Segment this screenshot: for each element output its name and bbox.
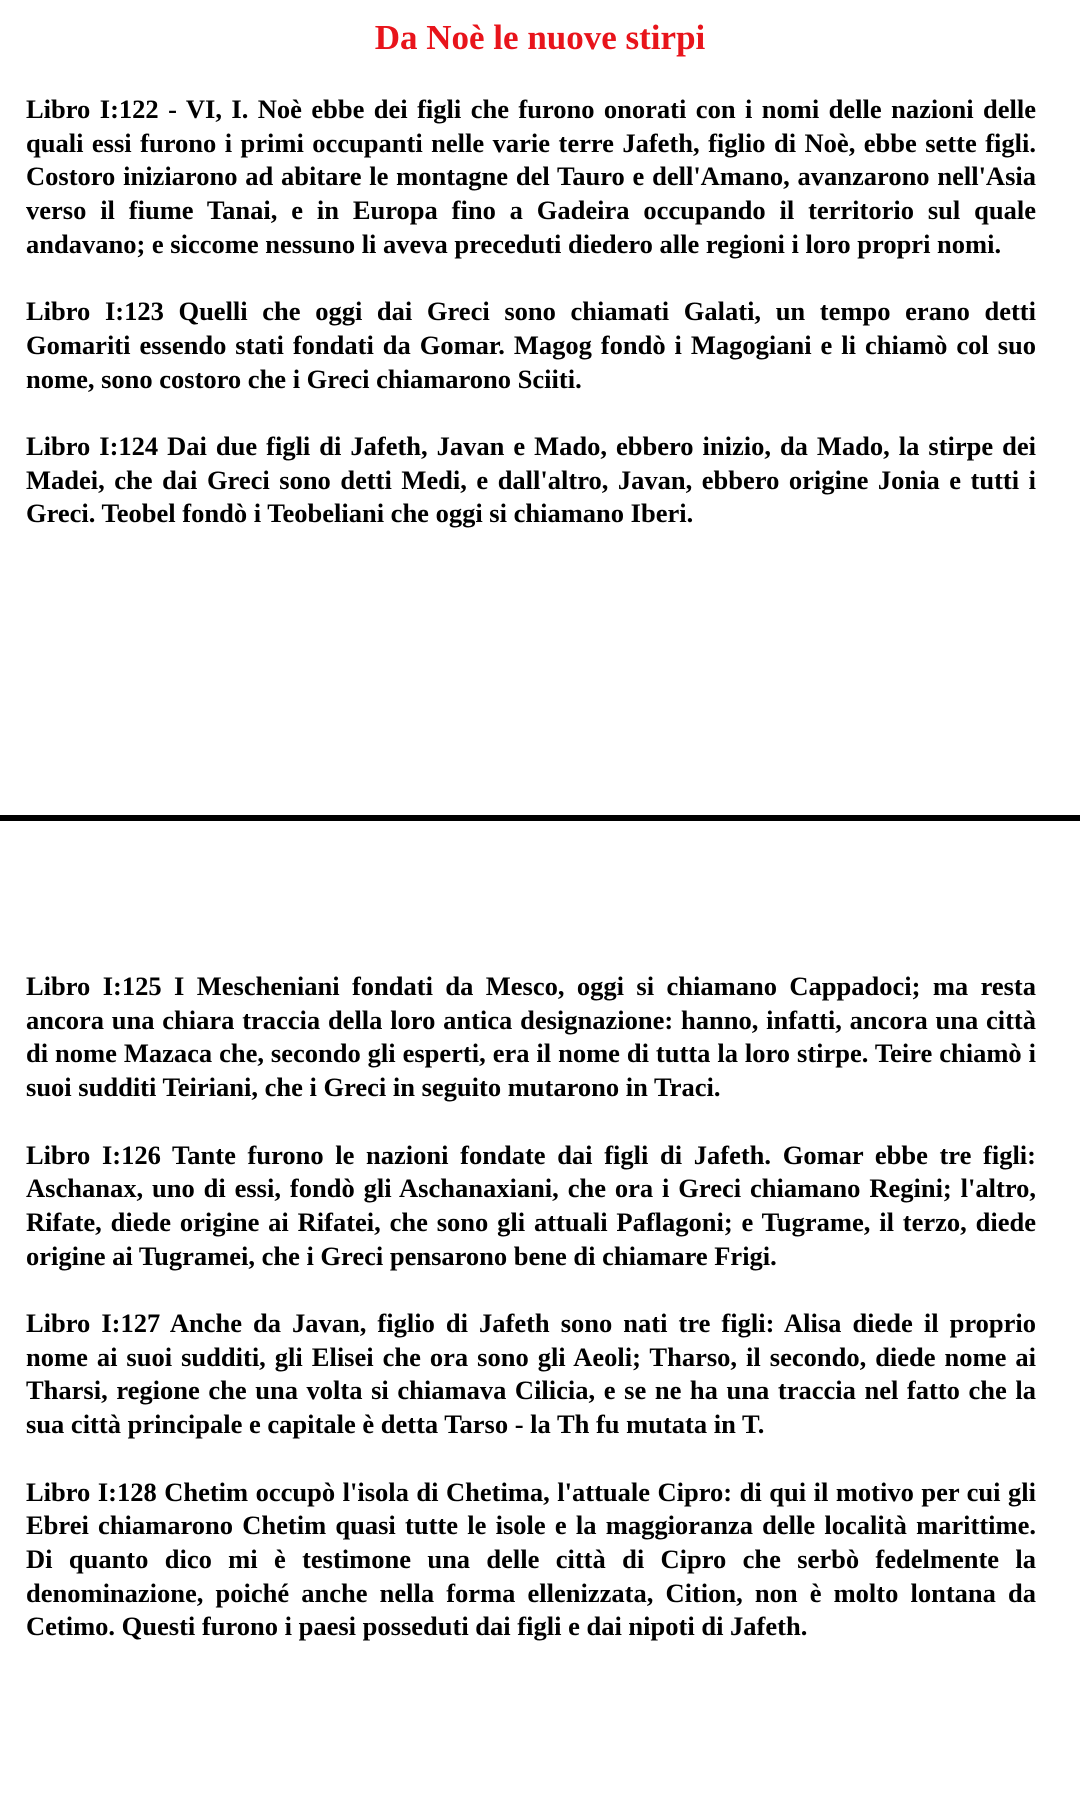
paragraph-libro-i-128: Libro I:128 Chetim occupò l'isola di Chetima, l'attuale Cipro: di qui il motivo per cui gli Ebrei chiamarono Chetim quasi tutte le isole e la maggioranza delle località marittime. Di quanto dico mi è testimone una delle città di Cipro che serbò fedelmente la denominazione, poiché anche nella forma ellenizzata, Cition, non è molto lontana da Cetimo. Questi furono i paesi posseduti dai figli e dai nipoti di Jafeth.	[26, 1476, 1036, 1642]
page-title: Da Noè le nuove stirpi	[374, 18, 706, 57]
paragraph-libro-i-127: Libro I:127 Anche da Javan, figlio di Jafeth sono nati tre figli: Alisa diede il proprio nome ai suoi sudditi, gli Elisei che ora sono gli Aeoli; Tharso, il secondo, diede nome ai Tharsi, regione che una volta si chiamava Cilicia, e se ne ha una traccia nel fatto che la sua città principale e capitale è detta Tarso - la Th fu mutata in T.	[26, 1308, 1036, 1440]
paragraph-libro-i-123: Libro I:123 Quelli che oggi dai Greci sono chiamati Galati, un tempo erano detti Gomariti essendo stati fondati da Gomar. Magog fondò i Magogiani e li chiamò col suo nome, sono costoro che i Greci chiamarono Sciiti.	[26, 296, 1036, 394]
paragraph-libro-i-122: Libro I:122 - VI, I. Noè ebbe dei figli che furono onorati con i nomi delle nazioni delle quali essi furono i primi occupanti nelle varie terre Jafeth, figlio di Noè, ebbe sette figli. Costoro iniziarono ad abitare le montagne del Tauro e dell'Amano, avanzarono nell'Asia verso il fiume Tanai, e in Europa fino a Gadeira occupando il territorio sul quale andavano; e siccome nessuno li aveva preceduti diedero alle regioni i loro propri nomi.	[26, 94, 1036, 259]
paragraph-libro-i-124: Libro I:124 Dai due figli di Jafeth, Javan e Mado, ebbero inizio, da Mado, la stirpe dei Madei, che dai Greci sono detti Medi, e dall'altro, Javan, ebbero origine Jonia e tutti i Greci. Teobel fondò i Teobeliani che oggi si chiamano Iberi.	[26, 431, 1036, 529]
top-text-section	[26, 93, 1036, 531]
bottom-text-section	[26, 970, 1036, 1644]
paragraph-libro-i-125: Libro I:125 I Mescheniani fondati da Mesco, oggi si chiamano Cappadoci; ma resta ancora una chiara traccia della loro antica designazione: hanno, infatti, ancora una città di nome Mazaca che, secondo gli esperti, era il nome di tutta la loro stirpe. Teire chiamò i suoi sudditi Teiriani, che i Greci in seguito mutarono in Traci.	[26, 971, 1036, 1103]
page-divider	[0, 815, 1080, 821]
paragraph-libro-i-126: Libro I:126 Tante furono le nazioni fondate dai figli di Jafeth. Gomar ebbe tre figli: Aschanax, uno di essi, fondò gli Aschanaxiani, che ora i Greci chiamano Regini; l'altro, Rifate, diede origine ai Rifatei, che sono gli attuali Paflagoni; e Tugrame, il terzo, diede origine ai Tugramei, che i Greci pensarono bene di chiamare Frigi.	[26, 1139, 1036, 1271]
